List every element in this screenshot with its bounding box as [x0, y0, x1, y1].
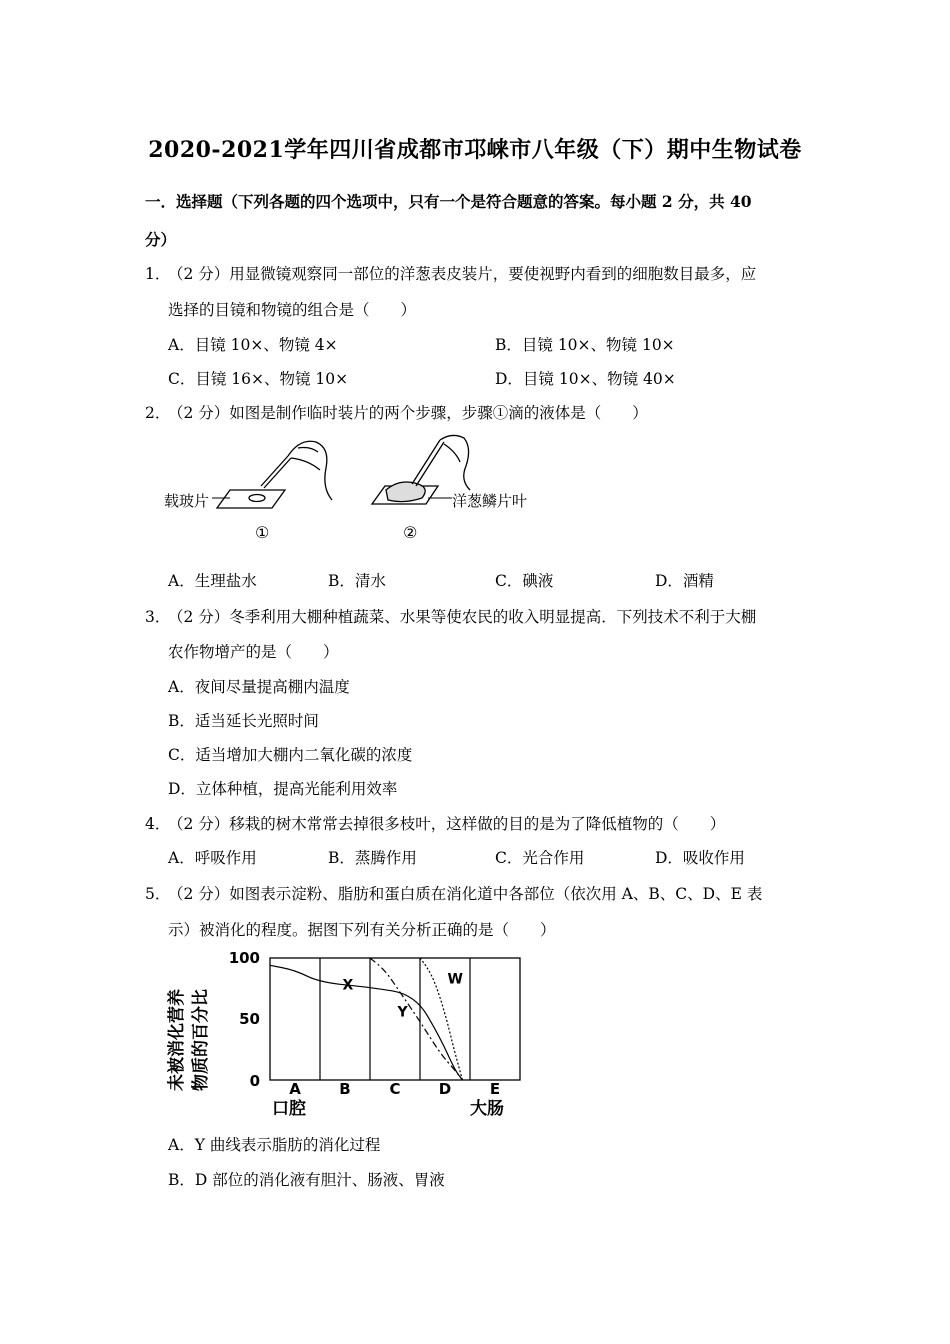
y-tick-100: 100: [228, 949, 260, 967]
x-category-label: C: [389, 1080, 401, 1098]
question-5-option-b: B．D 部位的消化液有胆汁、肠液、胃液: [168, 1171, 445, 1189]
y-tick-0: 0: [249, 1072, 260, 1090]
question-5-text: （2 分）如图表示淀粉、脂肪和蛋白质在消化道中各部位（依次用 A、B、C、D、E 表: [168, 885, 763, 903]
question-5-text-cont: 示）被消化的程度。据图下列有关分析正确的是（ ）: [168, 921, 556, 939]
question-1-option-d: D．目镜 10×、物镜 40×: [495, 370, 676, 388]
onion-label: 洋葱鳞片叶: [452, 492, 528, 510]
question-4-number: 4．: [145, 815, 171, 833]
question-2-option-c: C．碘液: [495, 572, 554, 590]
question-2-text: （2 分）如图是制作临时装片的两个步骤，步骤①滴的液体是（ ）: [168, 404, 648, 422]
question-5-option-a: A．Y 曲线表示脂肪的消化过程: [168, 1136, 381, 1154]
section-heading: 一．选择题（下列各题的四个选项中，只有一个是符合题意的答案。每小题 2 分，共 40: [145, 192, 752, 211]
x-category-label: A: [289, 1080, 301, 1098]
section-heading-cont: 分）: [145, 230, 177, 249]
question-3-number: 3．: [145, 608, 171, 626]
y-tick-50: 50: [239, 1010, 260, 1028]
x-category-label: D: [438, 1080, 452, 1098]
question-3-option-c: C．适当增加大棚内二氧化碳的浓度: [168, 746, 413, 764]
question-2-number: 2．: [145, 404, 171, 422]
chart-ylabel-line2: 物质的百分比: [191, 989, 211, 1091]
question-3-option-b: B．适当延长光照时间: [168, 712, 319, 730]
series-line-x: [270, 965, 463, 1080]
question-1-number: 1．: [145, 265, 171, 283]
question-1-option-c: C．目镜 16×、物镜 10×: [168, 370, 349, 388]
x-category-label: B: [339, 1080, 351, 1098]
question-1-text-cont: 选择的目镜和物镜的组合是（ ）: [168, 301, 417, 319]
question-4-option-a: A．呼吸作用: [168, 849, 257, 867]
question-4-option-b: B．蒸腾作用: [328, 849, 417, 867]
question-5-number: 5．: [145, 885, 171, 903]
question-3-text: （2 分）冬季利用大棚种植蔬菜、水果等使农民的收入明显提高．下列技术不利于大棚: [168, 608, 757, 626]
question-2-option-d: D．酒精: [655, 572, 714, 590]
step-1-drawing: [217, 441, 332, 508]
page-title: 2020-2021学年四川省成都市邛崃市八年级（下）期中生物试卷: [148, 137, 802, 163]
question-2-option-a: A．生理盐水: [168, 572, 257, 590]
region-label-mouth: 口腔: [272, 1099, 306, 1119]
question-3-option-d: D．立体种植，提高光能利用效率: [168, 780, 398, 798]
digestion-chart: [160, 944, 530, 1124]
chart-ylabel-line1: 未被消化营养: [167, 989, 187, 1091]
question-4-text: （2 分）移栽的树木常常去掉很多枝叶，这样做的目的是为了降低植物的（ ）: [168, 815, 726, 833]
step-2-label: ②: [403, 523, 418, 542]
question-3-text-cont: 农作物增产的是（ ）: [168, 643, 339, 661]
x-category-label: E: [489, 1080, 501, 1098]
question-4-option-d: D．吸收作用: [655, 849, 745, 867]
slide-preparation-figure: [160, 428, 550, 548]
question-1-option-b: B．目镜 10×、物镜 10×: [495, 336, 675, 354]
question-3-option-a: A．夜间尽量提高棚内温度: [168, 678, 350, 696]
slide-label: 载玻片: [164, 492, 210, 510]
region-label-large-intestine: 大肠: [470, 1099, 504, 1119]
question-1-option-a: A．目镜 10×、物镜 4×: [168, 336, 338, 354]
question-4-option-c: C．光合作用: [495, 849, 585, 867]
series-label-w: W: [447, 971, 463, 988]
question-1-text: （2 分）用显微镜观察同一部位的洋葱表皮装片，要使视野内看到的细胞数目最多，应: [168, 265, 757, 283]
series-label-y: Y: [397, 1004, 408, 1021]
question-2-option-b: B．清水: [328, 572, 386, 590]
step-1-label: ①: [255, 523, 270, 542]
series-label-x: X: [342, 977, 354, 994]
